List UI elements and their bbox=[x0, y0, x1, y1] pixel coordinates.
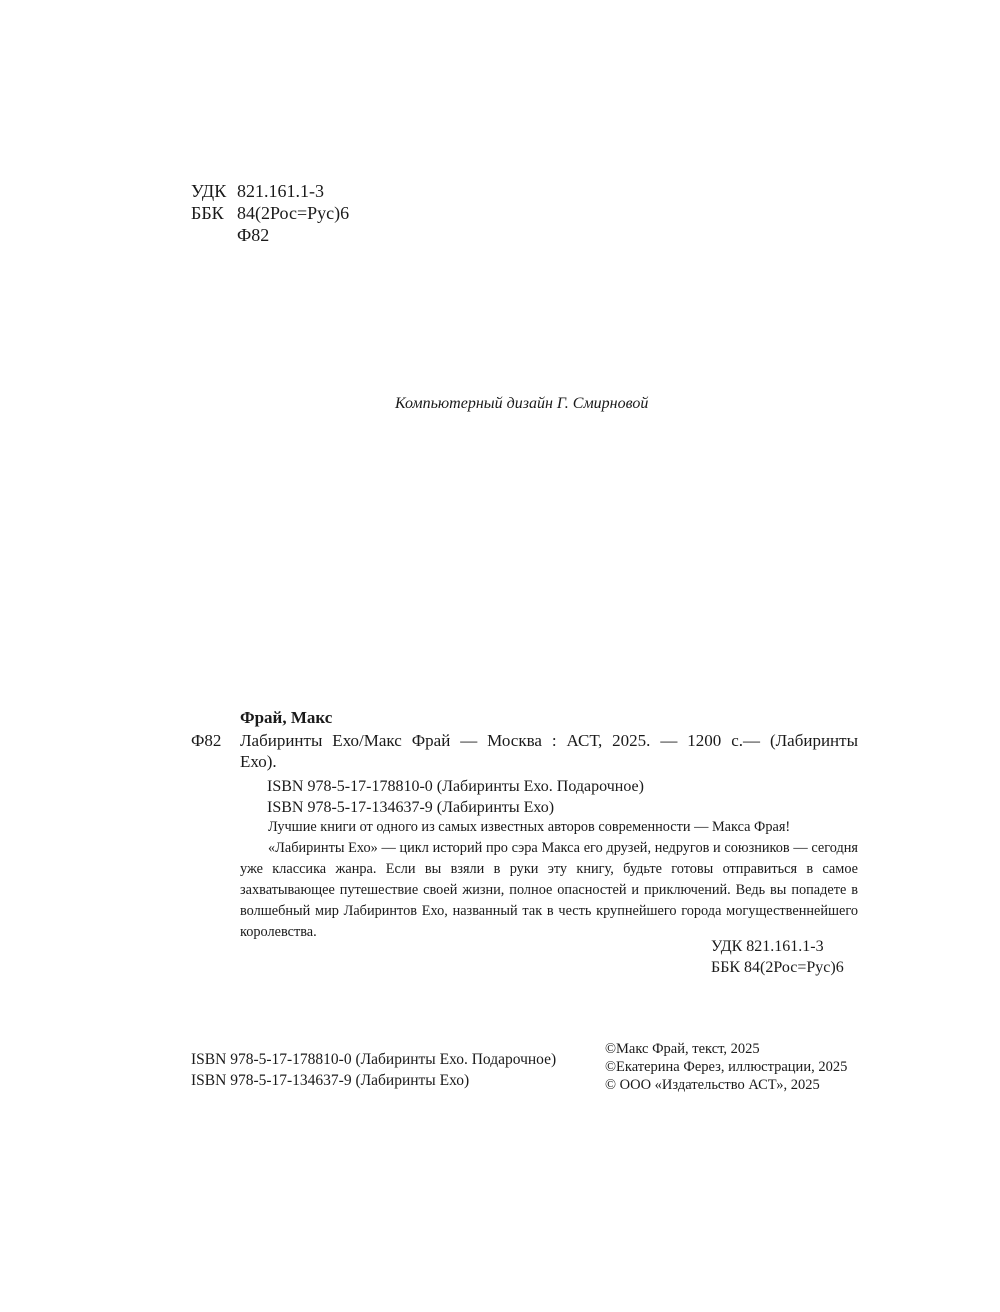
bottom-isbn-1: ISBN 978-5-17-178810-0 (Лабиринты Ехо. Подарочное) bbox=[191, 1051, 557, 1068]
design-credit: Компьютерный дизайн Г. Смирновой bbox=[395, 395, 649, 412]
udk-value: 821.161.1-3 bbox=[237, 181, 324, 201]
annotation-paragraph-1: Лучшие книги от одного из самых известных авторов современности — Макса Фрая! bbox=[268, 819, 791, 835]
copyright-text: ©Макс Фрай, текст, 2025 bbox=[605, 1041, 760, 1057]
card-mark: Ф82 bbox=[191, 731, 222, 750]
bbk-label: ББК bbox=[191, 203, 224, 223]
card-isbn-1: ISBN 978-5-17-178810-0 (Лабиринты Ехо. Подарочное) bbox=[267, 778, 644, 795]
card-author: Фрай, Макс bbox=[240, 708, 333, 727]
bbk-line bbox=[191, 202, 349, 224]
annotation-paragraph-2: «Лабиринты Ехо» — цикл историй про сэра Макса его друзей, недругов и союзников — сегодня уже классика жанра. Если вы взяли в руки эту книгу, будьте готовы отправиться в самое захватывающее путешествие своей жизни, полное опасностей и приключений. Ведь вы попадете в волшебный мир Лабиринтов Ехо, названный так в честь крупнейшего города могущественнейшего королевства. bbox=[240, 840, 858, 940]
card-annotation bbox=[240, 817, 858, 943]
card-title-line-1: Лабиринты Ехо/Макс Фрай — Москва : АСТ, 2025. — 1200 с.— (Лабиринты bbox=[240, 731, 858, 750]
udk-line bbox=[191, 180, 324, 202]
udk-label: УДК bbox=[191, 181, 227, 201]
card-bbk: ББК 84(2Рос=Рус)6 bbox=[711, 959, 844, 976]
card-udk: УДК 821.161.1-3 bbox=[711, 938, 824, 955]
copyright-illustrations: ©Екатерина Ферез, иллюстрации, 2025 bbox=[605, 1059, 848, 1075]
copyright-publisher: © ООО «Издательство АСТ», 2025 bbox=[605, 1077, 820, 1093]
author-mark: Ф82 bbox=[237, 225, 270, 245]
bottom-isbn-2: ISBN 978-5-17-134637-9 (Лабиринты Ехо) bbox=[191, 1072, 470, 1089]
card-title-line-2: Ехо). bbox=[240, 752, 277, 771]
card-isbn-2: ISBN 978-5-17-134637-9 (Лабиринты Ехо) bbox=[267, 799, 555, 816]
bbk-value: 84(2Рос=Рус)6 bbox=[237, 203, 350, 223]
